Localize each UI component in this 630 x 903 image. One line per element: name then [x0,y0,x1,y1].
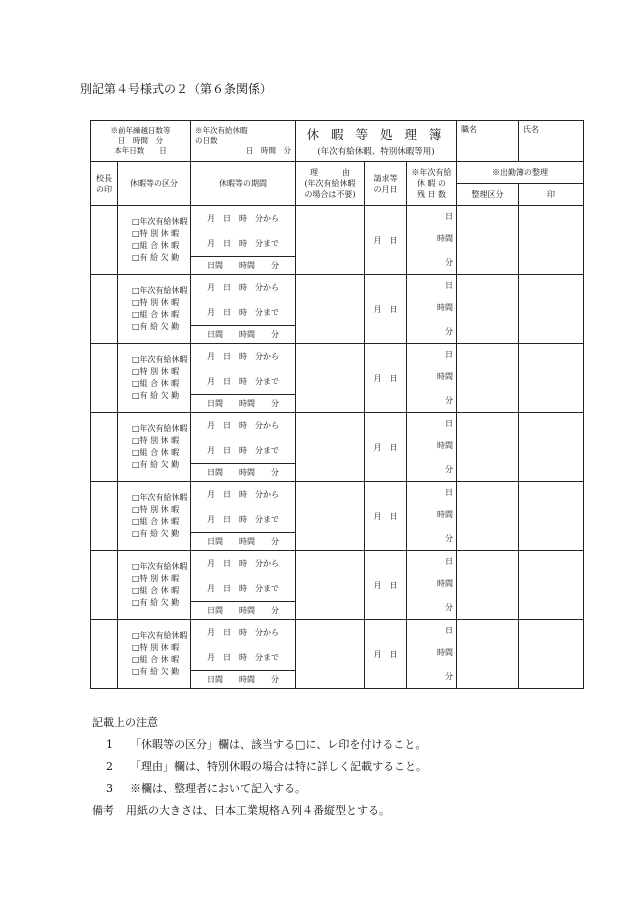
remaining-minute-unit: 分 [445,327,453,336]
reason-cell[interactable] [296,620,365,689]
leave-row [91,620,584,689]
period-to[interactable]: 月 日 時 分まで [207,377,279,386]
period-from[interactable]: 月 日 時 分から [207,352,279,361]
period-to[interactable]: 月 日 時 分まで [207,515,279,524]
form-reference: 別記第４号様式の２（第６条関係） [80,82,273,96]
reason-cell[interactable] [296,482,365,551]
category-option[interactable]: □組 合 休 暇 [132,586,180,595]
seal-cell[interactable] [519,413,584,482]
category-option[interactable]: □組 合 休 暇 [132,517,180,526]
reason-note-1: (年次有給休暇 [304,179,356,188]
period-duration[interactable]: 日間 時間 分 [191,601,295,619]
request-date-cell[interactable]: 月 日 [365,482,407,551]
remaining-hour-unit: 時間 [437,579,453,588]
leave-row [91,275,584,344]
remaining-days-cell[interactable] [407,413,457,482]
reason-cell[interactable] [296,413,365,482]
request-date-label-1: 請求等 [373,173,398,183]
leave-record-form [90,120,583,689]
reason-header [296,162,365,206]
remaining-hour-unit: 時間 [437,510,453,519]
category-cell[interactable] [118,620,191,689]
category-cell[interactable] [118,482,191,551]
notes-section [92,712,427,822]
remaining-hour-unit: 時間 [437,234,453,243]
annual-leave-days-label: ※年次有給休暇 [195,126,248,135]
note-number: 2 [106,760,113,773]
category-option[interactable]: □特 別 休 暇 [132,367,180,376]
remaining-hour-unit: 時間 [437,303,453,312]
remark-text: 用紙の大きさは、日本工業規格Ａ列４番縦型とする。 [126,804,390,817]
remaining-day-unit: 日 [445,557,453,566]
leave-row [91,413,584,482]
arrangement-cell[interactable] [457,482,519,551]
reason-note-2: の場合は不要) [304,190,356,199]
note-number: 1 [106,738,113,751]
period-from[interactable]: 月 日 時 分から [207,490,279,499]
principal-seal-cell[interactable] [91,206,118,275]
seal-cell[interactable] [519,275,584,344]
category-option[interactable]: □組 合 休 暇 [132,379,180,388]
period-duration[interactable]: 日間 時間 分 [191,463,295,481]
period-cell[interactable] [191,551,296,620]
remaining-day-unit: 日 [445,212,453,221]
form-subtitle: (年次有給休暇、特別休暇等用) [317,147,435,157]
leave-row [91,344,584,413]
remaining-label-3: 残 日 数 [416,190,447,199]
category-option[interactable]: □年次有給休暇 [132,562,188,571]
period-cell[interactable] [191,344,296,413]
notes-heading: 記載上の注意 [92,716,158,729]
category-option[interactable]: □有 給 欠 勤 [132,253,180,262]
remaining-days-cell[interactable] [407,344,457,413]
form-title: 休 暇 等 処 理 簿 [306,127,446,142]
arrangement-header: 整理区分 [457,184,519,206]
note-item [92,756,427,778]
note-text: 「理由」欄は、特別休暇の場合は特に詳しく記載すること。 [130,760,427,773]
remaining-hour-unit: 時間 [437,372,453,381]
period-to[interactable]: 月 日 時 分まで [207,308,279,317]
remaining-days-cell[interactable] [407,551,457,620]
period-from[interactable]: 月 日 時 分から [207,559,279,568]
period-from[interactable]: 月 日 時 分から [207,421,279,430]
seal-cell[interactable] [519,620,584,689]
category-option[interactable]: □有 給 欠 勤 [132,322,180,331]
period-cell[interactable] [191,482,296,551]
category-option[interactable]: □有 給 欠 勤 [132,391,180,400]
leave-row [91,482,584,551]
leave-row [91,551,584,620]
category-option[interactable]: □特 別 休 暇 [132,229,180,238]
leave-row [91,206,584,275]
remaining-day-unit: 日 [445,626,453,635]
notes-list [92,734,427,800]
request-date-cell[interactable]: 月 日 [365,551,407,620]
period-cell[interactable] [191,275,296,344]
category-option[interactable]: □特 別 休 暇 [132,574,180,583]
arrangement-cell[interactable] [457,275,519,344]
remaining-days-header [407,162,457,206]
category-option[interactable]: □特 別 休 暇 [132,505,180,514]
note-item [92,734,427,756]
period-from[interactable]: 月 日 時 分から [207,628,279,637]
period-cell[interactable] [191,206,296,275]
annual-leave-days-sub: の日数 [195,136,218,145]
remaining-day-unit: 日 [445,488,453,497]
category-option[interactable]: □特 別 休 暇 [132,298,180,307]
arrangement-cell[interactable] [457,413,519,482]
category-cell[interactable] [118,344,191,413]
arrangement-cell[interactable] [457,344,519,413]
reason-label: 理 由 [310,168,350,177]
period-duration[interactable]: 日間 時間 分 [191,670,295,688]
remaining-minute-unit: 分 [445,603,453,612]
principal-seal-cell[interactable] [91,620,118,689]
remark [92,800,427,822]
remaining-minute-unit: 分 [445,672,453,681]
name-cell[interactable] [519,121,584,162]
year-days-label: 本年日数 日 [114,146,167,155]
job-label: 職名 [461,125,477,134]
remaining-days-cell[interactable] [407,482,457,551]
period-duration[interactable]: 日間 時間 分 [191,256,295,274]
category-option[interactable]: □年次有給休暇 [132,493,188,502]
period-to[interactable]: 月 日 時 分まで [207,653,279,662]
category-option[interactable]: □組 合 休 暇 [132,241,180,250]
job-title-cell[interactable] [457,121,519,162]
request-date-label-2: の月日 [373,184,398,194]
remaining-days-cell[interactable] [407,620,457,689]
principal-seal-label: 校長の印 [96,173,112,194]
seal-cell[interactable] [519,206,584,275]
principal-seal-cell[interactable] [91,344,118,413]
request-date-cell[interactable]: 月 日 [365,413,407,482]
request-date-cell[interactable]: 月 日 [365,344,407,413]
period-to[interactable]: 月 日 時 分まで [207,584,279,593]
leave-record-table [90,120,584,689]
category-cell[interactable] [118,275,191,344]
reason-cell[interactable] [296,551,365,620]
category-cell[interactable] [118,551,191,620]
annual-leave-days-cell[interactable] [191,121,296,162]
remaining-day-unit: 日 [445,350,453,359]
remaining-label-2: 休 暇 の [416,179,447,188]
category-option[interactable]: □年次有給休暇 [132,286,188,295]
remaining-minute-unit: 分 [445,465,453,474]
seal-header: 印 [519,184,584,206]
title-cell [296,121,457,162]
category-option[interactable]: □有 給 欠 勤 [132,460,180,469]
principal-seal-cell[interactable] [91,482,118,551]
principal-seal-cell[interactable] [91,275,118,344]
remaining-hour-unit: 時間 [437,648,453,657]
period-header: 休暇等の期間 [191,162,296,206]
arrangement-cell[interactable] [457,551,519,620]
principal-seal-header [91,162,118,206]
category-option[interactable]: □特 別 休 暇 [132,643,180,652]
arrangement-cell[interactable] [457,206,519,275]
request-date-cell[interactable]: 月 日 [365,275,407,344]
period-from[interactable]: 月 日 時 分から [207,283,279,292]
category-cell[interactable] [118,413,191,482]
period-cell[interactable] [191,413,296,482]
seal-cell[interactable] [519,344,584,413]
category-option[interactable]: □特 別 休 暇 [132,436,180,445]
seal-cell[interactable] [519,551,584,620]
category-option[interactable]: □年次有給休暇 [132,217,188,226]
remaining-minute-unit: 分 [445,258,453,267]
category-option[interactable]: □組 合 休 暇 [132,310,180,319]
category-cell[interactable] [118,206,191,275]
category-option[interactable]: □有 給 欠 勤 [132,667,180,676]
note-number: 3 [106,782,113,795]
period-duration[interactable]: 日間 時間 分 [191,532,295,550]
category-option[interactable]: □組 合 休 暇 [132,655,180,664]
remaining-label-1: ※年次有給 [411,168,452,177]
request-date-cell[interactable]: 月 日 [365,620,407,689]
period-to[interactable]: 月 日 時 分まで [207,446,279,455]
reason-cell[interactable] [296,206,365,275]
note-item [92,778,427,800]
carryover-days-cell[interactable] [91,121,191,162]
remaining-minute-unit: 分 [445,396,453,405]
remaining-minute-unit: 分 [445,534,453,543]
request-date-header [365,162,407,206]
period-to[interactable]: 月 日 時 分まで [207,239,279,248]
principal-seal-cell[interactable] [91,413,118,482]
remaining-days-cell[interactable] [407,206,457,275]
category-header: 休暇等の区分 [118,162,191,206]
reason-cell[interactable] [296,275,365,344]
reason-cell[interactable] [296,344,365,413]
remark-label: 備考 [92,804,114,817]
category-option[interactable]: □年次有給休暇 [132,355,188,364]
category-option[interactable]: □組 合 休 暇 [132,448,180,457]
name-label: 氏名 [523,125,539,134]
seal-cell[interactable] [519,482,584,551]
remaining-day-unit: 日 [445,281,453,290]
carryover-units: 日 時間 分 [118,136,163,145]
arrangement-cell[interactable] [457,620,519,689]
remaining-day-unit: 日 [445,419,453,428]
annual-leave-days-units: 日 時間 分 [246,146,291,155]
note-text: 「休暇等の区分」欄は、該当する□に、レ印を付けること。 [130,738,427,751]
category-option[interactable]: □年次有給休暇 [132,424,188,433]
period-duration[interactable]: 日間 時間 分 [191,325,295,343]
remaining-days-cell[interactable] [407,275,457,344]
principal-seal-cell[interactable] [91,551,118,620]
period-from[interactable]: 月 日 時 分から [207,214,279,223]
request-date-cell[interactable]: 月 日 [365,206,407,275]
carryover-label: ※前年繰越日数等 [110,126,171,135]
period-cell[interactable] [191,620,296,689]
category-option[interactable]: □有 給 欠 勤 [132,529,180,538]
category-option[interactable]: □有 給 欠 勤 [132,598,180,607]
remaining-hour-unit: 時間 [437,441,453,450]
category-option[interactable]: □年次有給休暇 [132,631,188,640]
period-duration[interactable]: 日間 時間 分 [191,394,295,412]
attendance-group-header: ※出勤簿の整理 [457,162,584,184]
note-text: ※欄は、整理者において記入する。 [130,782,306,795]
